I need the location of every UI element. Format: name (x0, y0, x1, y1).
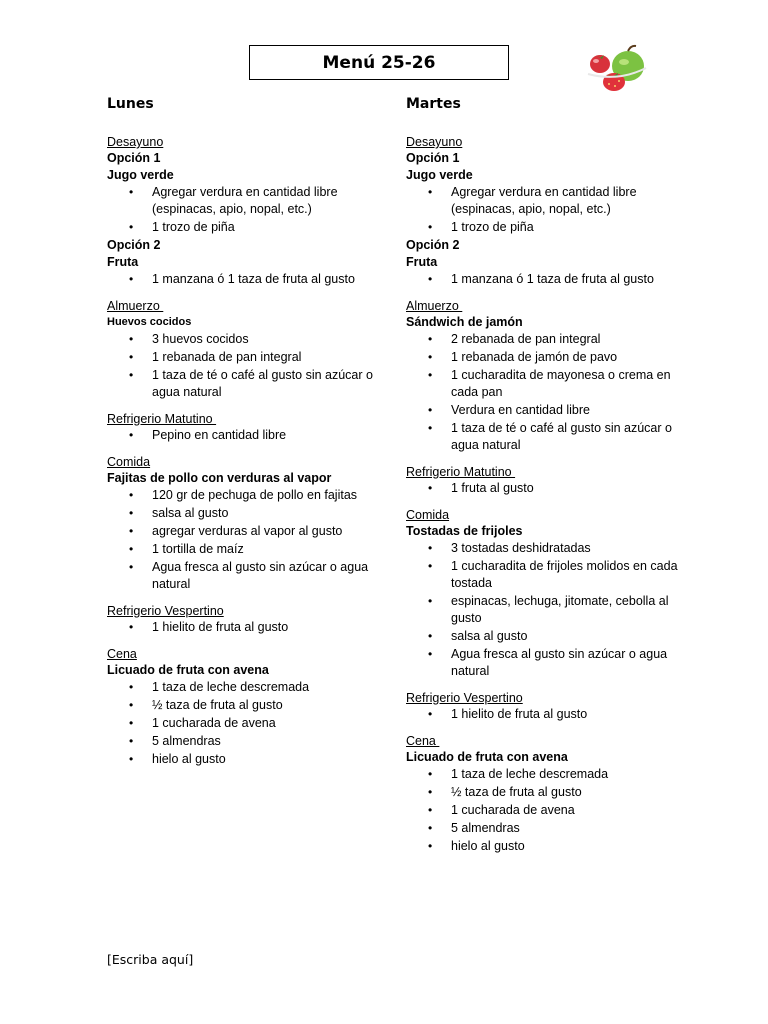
ingredient-list (406, 766, 691, 855)
list-item: • 120 gr de pechuga de pollo en fajitas (107, 487, 392, 504)
ingredient-list (107, 271, 392, 288)
ingredient-list (107, 679, 392, 768)
list-item: • Agua fresca al gusto sin azúcar o agua natural (107, 559, 392, 593)
list-item: • 3 huevos cocidos (107, 331, 392, 348)
meal-option-label: Fruta (406, 255, 438, 269)
meal-option-label: Opción 2 (406, 238, 460, 252)
meal-title: Almuerzo (107, 299, 164, 313)
list-item: • 1 trozo de piña (107, 219, 392, 236)
list-item: • hielo al gusto (406, 838, 691, 855)
meal-title: Cena (406, 734, 440, 748)
list-item: • 1 rebanada de jamón de pavo (406, 349, 691, 366)
meal-section (107, 454, 392, 593)
list-item: • 1 manzana ó 1 taza de fruta al gusto (406, 271, 691, 288)
meal-option-label: Jugo verde (107, 168, 174, 182)
meal-title: Almuerzo (406, 299, 463, 313)
meal-option-label: Fruta (107, 255, 139, 269)
fruit-basket-icon (578, 44, 656, 98)
list-item: • 5 almendras (406, 820, 691, 837)
meal-title: Comida (406, 508, 450, 522)
meal-section (107, 646, 392, 768)
meal-title: Refrigerio Vespertino (107, 604, 224, 618)
meal-option-label: Opción 1 (406, 151, 460, 165)
meal-section (107, 298, 392, 401)
meal-title: Cena (107, 647, 137, 661)
list-item: • hielo al gusto (107, 751, 392, 768)
meal-section (406, 690, 691, 723)
ingredient-list (406, 184, 691, 236)
list-item: • espinacas, lechuga, jitomate, cebolla al gusto (406, 593, 691, 627)
meal-section (406, 507, 691, 680)
ingredient-list (406, 480, 691, 497)
list-item: • 1 hielito de fruta al gusto (107, 619, 392, 636)
meal-title: Desayuno (406, 135, 463, 149)
ingredient-list (107, 487, 392, 593)
list-item: • salsa al gusto (107, 505, 392, 522)
list-item: • 3 tostadas deshidratadas (406, 540, 691, 557)
list-item: • Agua fresca al gusto sin azúcar o agua natural (406, 646, 691, 680)
day-sections (107, 134, 392, 768)
meal-option-label: Opción 2 (107, 238, 161, 252)
ingredient-list (406, 331, 691, 454)
meal-option-label: Tostadas de frijoles (406, 524, 523, 538)
list-item: • salsa al gusto (406, 628, 691, 645)
page-title: Menú 25-26 (249, 45, 509, 80)
list-item: • 1 taza de té o café al gusto sin azúcar o agua natural (406, 420, 691, 454)
meal-section (406, 298, 691, 454)
meal-option-label: Licuado de fruta con avena (406, 750, 568, 764)
meal-option-label: Jugo verde (406, 168, 473, 182)
list-item: • 1 manzana ó 1 taza de fruta al gusto (107, 271, 392, 288)
ingredient-list (406, 540, 691, 680)
meal-title: Desayuno (107, 135, 164, 149)
list-item: • 1 trozo de piña (406, 219, 691, 236)
list-item: • Agregar verdura en cantidad libre (espinacas, apio, nopal, etc.) (406, 184, 691, 218)
ingredient-list (107, 619, 392, 636)
list-item: • 1 fruta al gusto (406, 480, 691, 497)
list-item: • 1 taza de leche descremada (107, 679, 392, 696)
list-item: • 1 taza de té o café al gusto sin azúcar o agua natural (107, 367, 392, 401)
meal-section (406, 134, 691, 288)
meal-option-label: Licuado de fruta con avena (107, 663, 269, 677)
day-column-lunes (107, 96, 392, 778)
list-item: • 1 taza de leche descremada (406, 766, 691, 783)
list-item: • 5 almendras (107, 733, 392, 750)
meal-title: Refrigerio Matutino (406, 465, 516, 479)
day-sections (406, 134, 691, 855)
list-item: • ½ taza de fruta al gusto (406, 784, 691, 801)
meal-option-label: Huevos cocidos (107, 316, 192, 328)
list-item: • 2 rebanada de pan integral (406, 331, 691, 348)
meal-option-label: Sándwich de jamón (406, 315, 523, 329)
list-item: • 1 cucharadita de mayonesa o crema en cada pan (406, 367, 691, 401)
list-item: • ½ taza de fruta al gusto (107, 697, 392, 714)
day-column-martes (406, 96, 691, 865)
list-item: • 1 tortilla de maíz (107, 541, 392, 558)
meal-section (406, 464, 691, 497)
meal-section (406, 733, 691, 855)
ingredient-list (406, 271, 691, 288)
meal-title: Refrigerio Matutino (107, 412, 217, 426)
list-item: • Agregar verdura en cantidad libre (espinacas, apio, nopal, etc.) (107, 184, 392, 218)
meal-title: Refrigerio Vespertino (406, 691, 523, 705)
list-item: • 1 cucharadita de frijoles molidos en cada tostada (406, 558, 691, 592)
meal-title: Comida (107, 455, 151, 469)
ingredient-list (107, 184, 392, 236)
meal-section (107, 603, 392, 636)
day-title: Lunes (107, 96, 154, 112)
list-item: • 1 cucharada de avena (406, 802, 691, 819)
list-item: • agregar verduras al vapor al gusto (107, 523, 392, 540)
list-item: • 1 rebanada de pan integral (107, 349, 392, 366)
meal-option-label: Fajitas de pollo con verduras al vapor (107, 471, 332, 485)
list-item: • 1 hielito de fruta al gusto (406, 706, 691, 723)
list-item: • Pepino en cantidad libre (107, 427, 392, 444)
list-item: • 1 cucharada de avena (107, 715, 392, 732)
footer-placeholder: [Escriba aquí] (107, 952, 194, 967)
meal-option-label: Opción 1 (107, 151, 161, 165)
ingredient-list (107, 427, 392, 444)
ingredient-list (107, 331, 392, 401)
day-title: Martes (406, 96, 461, 112)
list-item: • Verdura en cantidad libre (406, 402, 691, 419)
meal-section (107, 134, 392, 288)
meal-section (107, 411, 392, 444)
ingredient-list (406, 706, 691, 723)
